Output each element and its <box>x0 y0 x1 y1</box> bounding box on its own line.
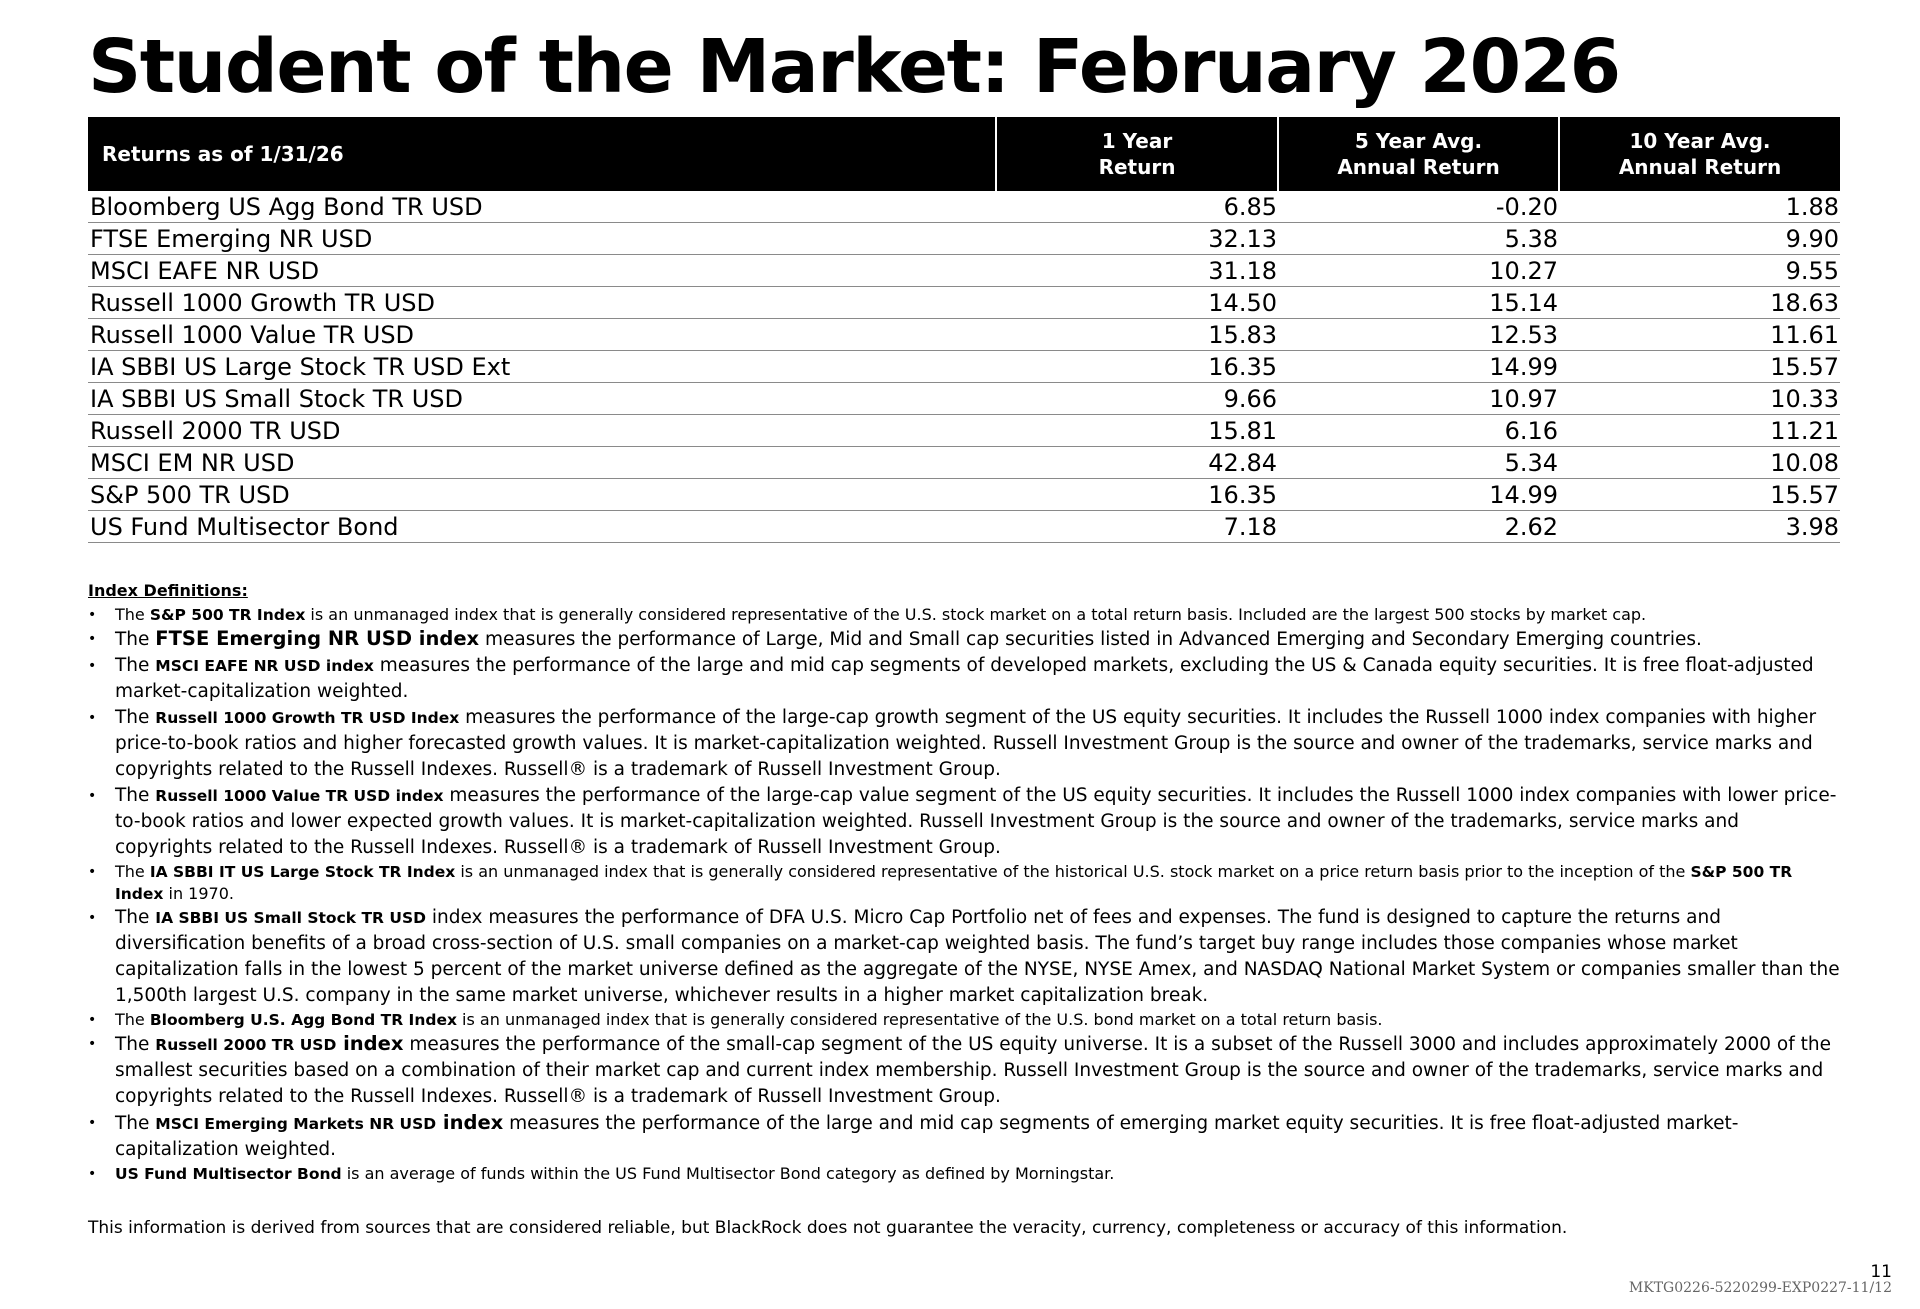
definition-text: The <box>115 907 156 928</box>
return-value-cell: 31.18 <box>996 255 1278 287</box>
table-row <box>88 191 1840 223</box>
return-value-cell: 9.66 <box>996 383 1278 415</box>
definition-text: The <box>115 1034 156 1055</box>
table-row <box>88 223 1840 255</box>
definition-text: index measures the performance of DFA U.S. Micro Cap Portfolio net of fees and expenses. The fund is designed to capture the returns and diversification benefits of a broad cross-section of U.S. small companies on a market-cap weighted basis. The fund’s target buy range includes those companies whose market capitalization falls in the lowest 5 percent of the market universe defined as the aggregate of the NYSE, NYSE Amex, and NASDAQ National Market System or companies smaller than the 1,500th largest U.S. company in the same market universe, whichever results in a higher market capitalization break. <box>115 907 1840 1006</box>
definition-text: measures the performance of the large-cap growth segment of the US equity securities. It includes the Russell 1000 index companies with higher price-to-book ratios and higher forecasted growth values. It is market-capitalization weighted. Russell Investment Group is the source and owner of the trademarks, service marks and copyrights related to the Russell Indexes. Russell® is a trademark of Russell Investment Group. <box>115 707 1817 780</box>
definition-term: S&P 500 TR Index <box>115 863 1793 903</box>
table-row <box>88 511 1840 543</box>
definition-text: measures the performance of the large and mid cap segments of developed markets, excluding the US & Canada equity securities. It is free float-adjusted market-capitalization weighted. <box>115 655 1814 702</box>
definition-text: measures the performance of Large, Mid and Small cap securities listed in Advanced Emerging and Secondary Emerging countries. <box>479 629 1702 650</box>
return-value-cell: 12.53 <box>1278 319 1559 351</box>
index-name-cell: Russell 1000 Growth TR USD <box>88 287 996 319</box>
return-value-cell: 3.98 <box>1559 511 1840 543</box>
definition-term: Bloomberg U.S. Agg Bond TR Index <box>149 1011 457 1029</box>
return-value-cell: 10.33 <box>1559 383 1840 415</box>
return-value-cell: 15.14 <box>1278 287 1559 319</box>
return-value-cell: 16.35 <box>996 479 1278 511</box>
index-name-cell: IA SBBI US Large Stock TR USD Ext <box>88 351 996 383</box>
index-name-cell: Russell 2000 TR USD <box>88 415 996 447</box>
table-row <box>88 383 1840 415</box>
definition-term: index <box>436 1111 504 1134</box>
definition-item <box>88 1031 1840 1110</box>
table-row <box>88 479 1840 511</box>
definition-item <box>88 905 1840 1009</box>
index-name-cell: US Fund Multisector Bond <box>88 511 996 543</box>
index-name-cell: FTSE Emerging NR USD <box>88 223 996 255</box>
return-value-cell: 5.38 <box>1278 223 1559 255</box>
returns-table <box>88 117 1840 543</box>
definition-item <box>88 626 1840 653</box>
return-value-cell: 10.27 <box>1278 255 1559 287</box>
definition-item <box>88 604 1840 626</box>
definition-text: The <box>115 605 150 624</box>
return-value-cell: 32.13 <box>996 223 1278 255</box>
return-value-cell: 5.34 <box>1278 447 1559 479</box>
return-value-cell: 18.63 <box>1559 287 1840 319</box>
definition-item <box>88 783 1840 861</box>
definition-text: is an unmanaged index that is generally considered representative of the U.S. stock market on a total return basis. Included are the largest 500 stocks by market cap. <box>305 605 1647 624</box>
definition-term: index <box>336 1032 404 1055</box>
definition-term: Russell 2000 TR USD <box>155 1036 337 1054</box>
definition-text: The <box>115 707 156 728</box>
column-header-3: 10 Year Avg. Annual Return <box>1559 117 1840 191</box>
definition-term: Russell 1000 Growth TR USD Index <box>155 709 460 727</box>
page-title: Student of the Market: February 2026 <box>88 24 1620 110</box>
return-value-cell: 14.99 <box>1278 479 1559 511</box>
return-value-cell: 11.61 <box>1559 319 1840 351</box>
index-name-cell: S&P 500 TR USD <box>88 479 996 511</box>
table-header-row <box>88 117 1840 191</box>
definitions-title: Index Definitions: <box>88 581 248 600</box>
definition-text: in 1970. <box>163 884 234 903</box>
index-name-cell: MSCI EAFE NR USD <box>88 255 996 287</box>
return-value-cell: 16.35 <box>996 351 1278 383</box>
definition-item <box>88 1163 1840 1185</box>
return-value-cell: 10.97 <box>1278 383 1559 415</box>
return-value-cell: 9.55 <box>1559 255 1840 287</box>
return-value-cell: 15.57 <box>1559 479 1840 511</box>
table-body <box>88 191 1840 543</box>
definition-term: MSCI EAFE NR USD index <box>155 657 374 675</box>
definition-text: measures the performance of the large and mid cap segments of emerging market equity securities. It is free float-adjusted market-capitalization weighted. <box>115 1113 1739 1160</box>
definition-text: is an unmanaged index that is generally considered representative of the U.S. bond market on a total return basis. <box>456 1010 1383 1029</box>
definition-item <box>88 1009 1840 1031</box>
return-value-cell: 6.85 <box>996 191 1278 223</box>
definition-text: The <box>115 785 156 806</box>
definition-text: The <box>115 1113 156 1134</box>
definition-text: measures the performance of the small-cap segment of the US equity universe. It is a subset of the Russell 3000 and includes approximately 2000 of the smallest securities based on a combination of their market cap and current index membership. Russell Investment Group is the source and owner of the trademarks, service marks and copyrights related to the Russell Indexes. Russell® is a trademark of Russell Investment Group. <box>115 1034 1831 1107</box>
return-value-cell: -0.20 <box>1278 191 1559 223</box>
definition-text: The <box>115 1010 150 1029</box>
definition-term: FTSE Emerging NR USD index <box>155 627 480 650</box>
definition-term: MSCI Emerging Markets NR USD <box>155 1115 437 1133</box>
table-row <box>88 287 1840 319</box>
disclaimer: This information is derived from sources that are considered reliable, but BlackRock does not guarantee the veracity, currency, completeness or accuracy of this information. <box>88 1218 1568 1238</box>
return-value-cell: 15.57 <box>1559 351 1840 383</box>
return-value-cell: 14.50 <box>996 287 1278 319</box>
index-definitions <box>88 581 1840 1185</box>
definitions-list <box>88 604 1840 1185</box>
column-header-0: Returns as of 1/31/26 <box>88 117 996 191</box>
index-name-cell: Bloomberg US Agg Bond TR USD <box>88 191 996 223</box>
definition-text: is an average of funds within the US Fund Multisector Bond category as defined by Morningstar. <box>341 1164 1115 1183</box>
return-value-cell: 10.08 <box>1559 447 1840 479</box>
return-value-cell: 9.90 <box>1559 223 1840 255</box>
table-row <box>88 319 1840 351</box>
index-name-cell: IA SBBI US Small Stock TR USD <box>88 383 996 415</box>
table-row <box>88 447 1840 479</box>
column-header-1: 1 Year Return <box>996 117 1278 191</box>
definition-item <box>88 1110 1840 1163</box>
definition-term: IA SBBI IT US Large Stock TR Index <box>149 863 456 881</box>
index-name-cell: MSCI EM NR USD <box>88 447 996 479</box>
definition-text: measures the performance of the large-cap value segment of the US equity securities. It includes the Russell 1000 index companies with lower price-to-book ratios and lower expected growth values. It is market-capitalization weighted. Russell Investment Group is the source and owner of the trademarks, service marks and copyrights related to the Russell Indexes. Russell® is a trademark of Russell Investment Group. <box>115 785 1837 858</box>
definition-text: The <box>115 862 150 881</box>
table-row <box>88 415 1840 447</box>
table-row <box>88 351 1840 383</box>
index-name-cell: Russell 1000 Value TR USD <box>88 319 996 351</box>
table-row <box>88 255 1840 287</box>
definition-text: is an unmanaged index that is generally considered representative of the historical U.S. stock market on a price return basis prior to the inception of the <box>455 862 1691 881</box>
page-number: 11 <box>1870 1262 1892 1282</box>
definition-item <box>88 653 1840 705</box>
definition-term: Russell 1000 Value TR USD index <box>155 787 444 805</box>
return-value-cell: 1.88 <box>1559 191 1840 223</box>
return-value-cell: 15.83 <box>996 319 1278 351</box>
return-value-cell: 6.16 <box>1278 415 1559 447</box>
return-value-cell: 14.99 <box>1278 351 1559 383</box>
return-value-cell: 2.62 <box>1278 511 1559 543</box>
return-value-cell: 42.84 <box>996 447 1278 479</box>
definition-term: US Fund Multisector Bond <box>115 1165 342 1183</box>
definition-term: S&P 500 TR Index <box>149 606 306 624</box>
return-value-cell: 11.21 <box>1559 415 1840 447</box>
definition-item <box>88 861 1840 905</box>
return-value-cell: 15.81 <box>996 415 1278 447</box>
definition-term: IA SBBI US Small Stock TR USD <box>155 909 426 927</box>
definition-item <box>88 705 1840 783</box>
return-value-cell: 7.18 <box>996 511 1278 543</box>
column-header-2: 5 Year Avg. Annual Return <box>1278 117 1559 191</box>
definition-text: The <box>115 655 156 676</box>
document-code: MKTG0226-5220299-EXP0227-11/12 <box>1628 1280 1892 1296</box>
definition-text: The <box>115 629 156 650</box>
